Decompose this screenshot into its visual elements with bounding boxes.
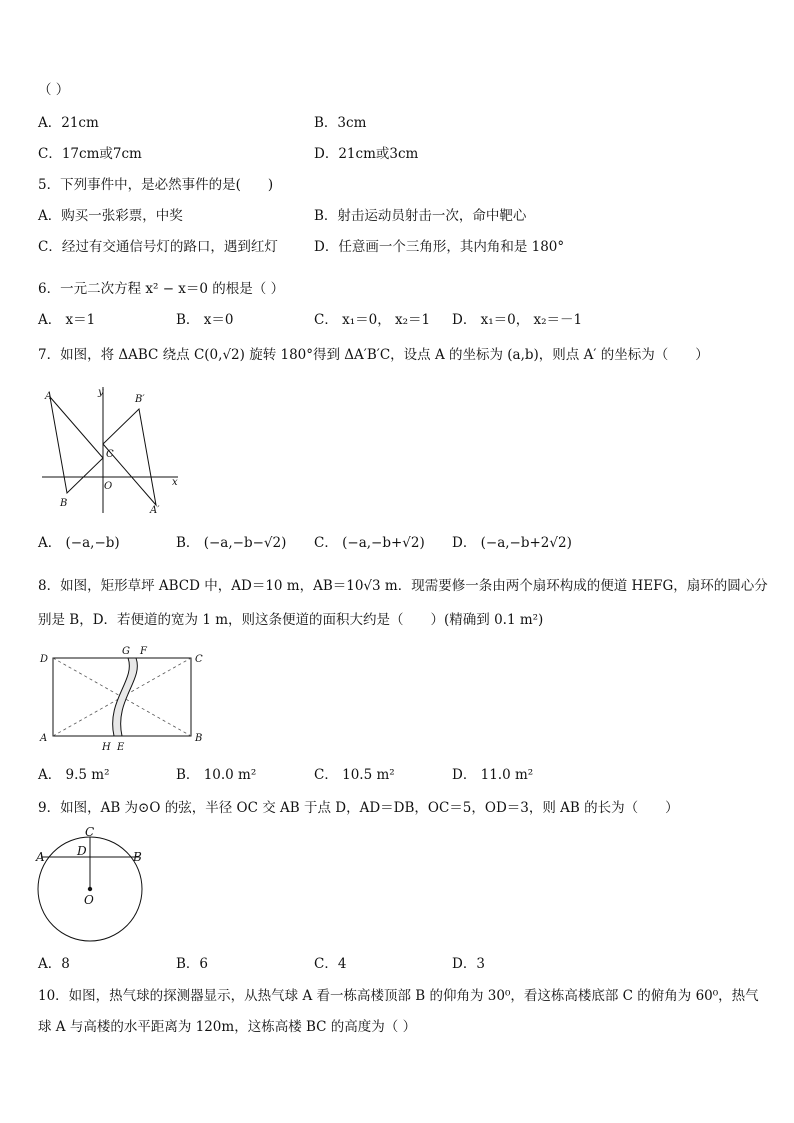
q7-label-c: C: [106, 449, 114, 460]
q8-stem-line2: 别是 B，D．若便道的宽为 1 m，则这条便道的面积大约是（ ）(精确到 0.1 m²): [38, 612, 544, 628]
q9-option-c: C．4: [314, 956, 347, 972]
q6-option-a: A． x＝1: [38, 312, 96, 328]
q7-option-b: B． (−a,−b−√2): [176, 535, 287, 551]
q8-option-d: D． 11.0 m²: [452, 767, 534, 783]
q4-option-b: B．3cm: [314, 115, 367, 131]
q8-label-g: G: [122, 646, 130, 657]
q7-label-a: A: [45, 391, 53, 402]
q5-option-a: A．购买一张彩票，中奖: [38, 208, 183, 224]
q6-stem: 6．一元二次方程 x² − x＝0 的根是（ ）: [38, 281, 285, 297]
q8-option-b: B． 10.0 m²: [176, 767, 257, 783]
q4-paren: （ ）: [38, 82, 70, 98]
q8-option-a: A． 9.5 m²: [38, 767, 110, 783]
q7-option-a: A． (−a,−b): [38, 535, 120, 551]
q7-label-b: B: [60, 498, 68, 509]
q7-stem: 7．如图，将 ΔABC 绕点 C(0,√2) 旋转 180°得到 ΔA′B′C，设点 A 的坐标为 (a,b)，则点 A′ 的坐标为（ ）: [38, 347, 709, 363]
q7-option-d: D． (−a,−b+2√2): [452, 535, 572, 551]
q4-option-d: D．21cm或3cm: [314, 146, 419, 162]
q8-label-h: H: [102, 742, 111, 753]
q9-option-a: A．8: [38, 956, 70, 972]
q8-label-a: A: [40, 733, 48, 744]
q7-label-y: y: [98, 387, 104, 398]
q6-option-b: B． x＝0: [176, 312, 234, 328]
q6-option-c: C． x₁＝0， x₂＝1: [314, 312, 431, 328]
q8-label-d: D: [40, 654, 49, 665]
q5-option-b: B．射击运动员射击一次，命中靶心: [314, 208, 527, 224]
q9-label-d: D: [77, 844, 87, 858]
q5-option-d: D．任意画一个三角形，其内角和是 180°: [314, 239, 565, 255]
q9-circle-figure: [36, 825, 156, 947]
q7-label-x: x: [172, 477, 178, 488]
q8-label-f: F: [140, 646, 147, 657]
q8-label-c: C: [195, 654, 203, 665]
q9-label-a: A: [36, 850, 45, 864]
q9-label-o: O: [84, 893, 94, 907]
q7-rotation-figure: [40, 385, 185, 515]
q8-label-b: B: [195, 733, 203, 744]
q7-label-aprime: A′: [150, 505, 160, 516]
q8-stem-line1: 8．如图，矩形草坪 ABCD 中，AD＝10 m，AB＝10√3 m．现需要修一条由两个扇环构成的便道 HEFG，扇环的圆心分: [38, 578, 768, 594]
q4-option-c: C．17cm或7cm: [38, 146, 142, 162]
q4-option-a: A．21cm: [38, 115, 99, 131]
q7-label-bprime: B′: [135, 394, 145, 405]
q9-option-d: D．3: [452, 956, 485, 972]
q10-stem-line2: 球 A 与高楼的水平距离为 120m，这栋高楼 BC 的高度为（ ）: [38, 1019, 417, 1035]
q5-option-c: C．经过有交通信号灯的路口，遇到红灯: [38, 239, 278, 255]
q7-option-c: C． (−a,−b+√2): [314, 535, 425, 551]
q9-label-b: B: [133, 850, 142, 864]
q8-path-hefg: [113, 658, 138, 736]
q9-stem: 9．如图，AB 为⊙O 的弦，半径 OC 交 AB 于点 D，AD＝DB，OC＝5，OD＝3，则 AB 的长为（ ）: [38, 800, 679, 816]
q9-center-dot: [88, 887, 92, 891]
q9-label-c: C: [85, 825, 95, 839]
q7-triangle-abc: [50, 397, 103, 493]
q8-option-c: C． 10.5 m²: [314, 767, 395, 783]
q8-label-e: E: [117, 742, 125, 753]
q6-option-d: D． x₁＝0， x₂＝－1: [452, 312, 583, 328]
q5-stem: 5．下列事件中，是必然事件的是( ): [38, 177, 274, 193]
q10-stem-line1: 10．如图，热气球的探测器显示，从热气球 A 看一栋高楼顶部 B 的仰角为 30⁰，看这栋高楼底部 C 的俯角为 60⁰，热气: [38, 988, 759, 1004]
q9-option-b: B．6: [176, 956, 209, 972]
q7-label-o: O: [104, 481, 113, 492]
q8-rectangle-figure: [36, 645, 208, 755]
